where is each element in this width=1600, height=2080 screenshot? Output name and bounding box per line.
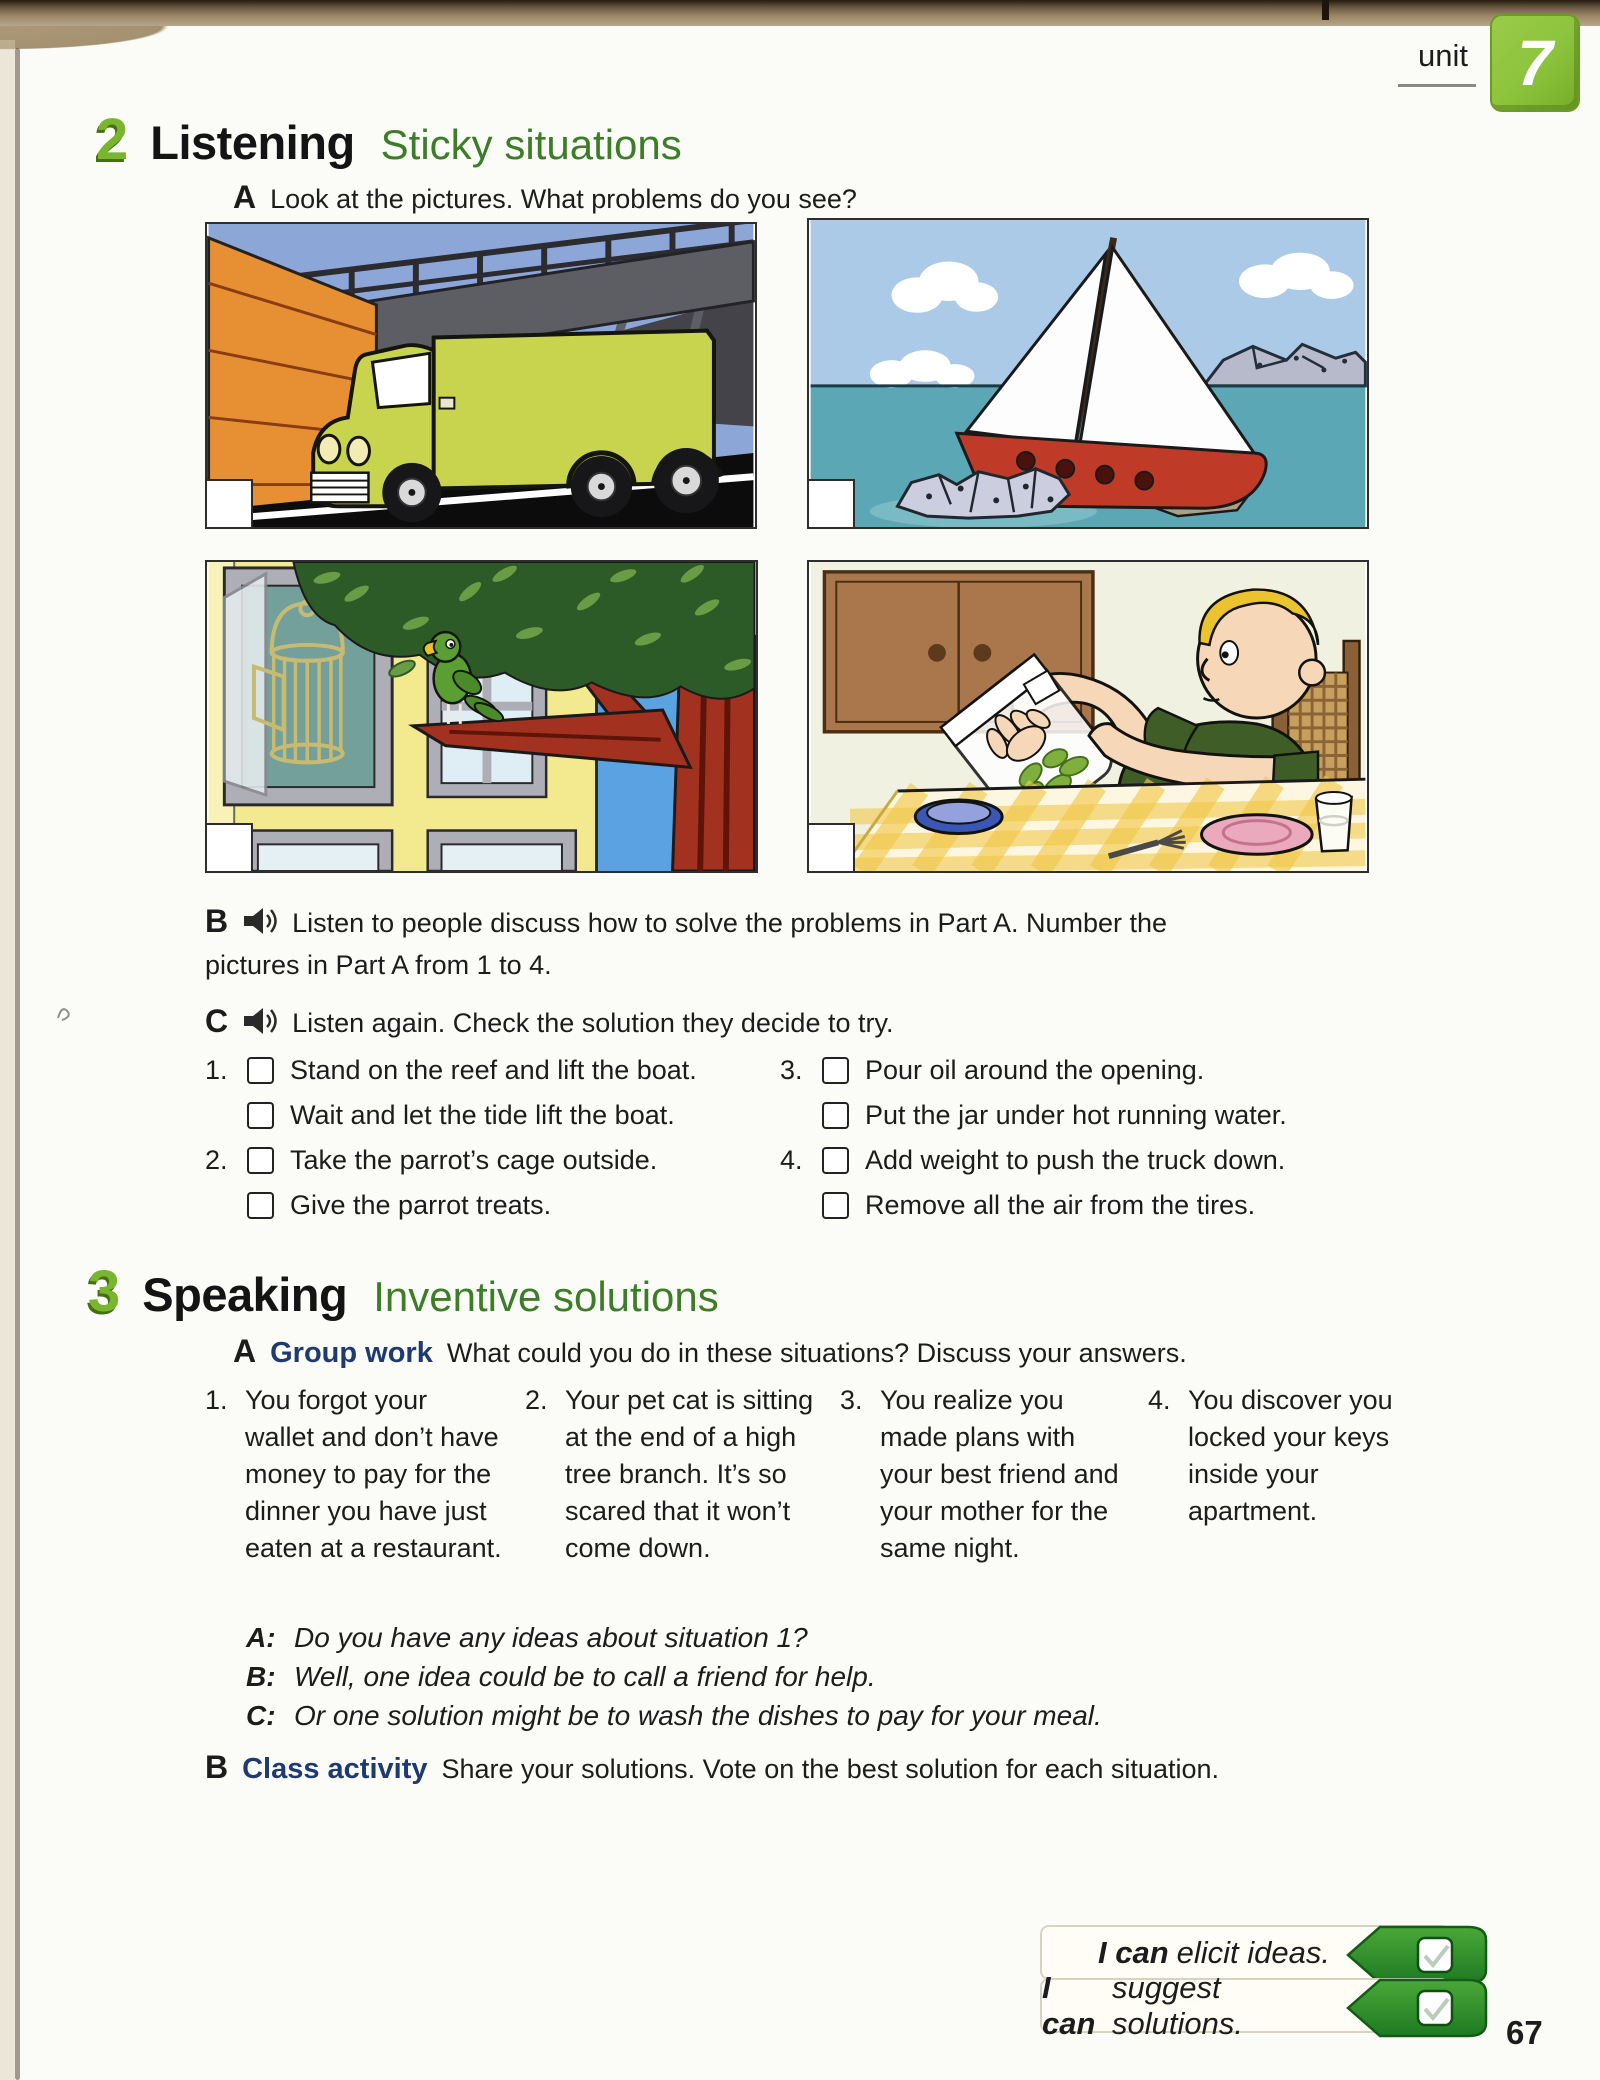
picture-number-box[interactable] (809, 823, 855, 871)
i-can-text: elicit ideas. (1176, 1934, 1330, 1970)
example-dialog (246, 1618, 1102, 1735)
section-number: 2 (96, 107, 129, 172)
solution-checkbox[interactable] (247, 1147, 274, 1174)
solution-checkbox[interactable] (247, 1192, 274, 1219)
unit-number-badge: 7 (1490, 14, 1580, 112)
listening-part-b (205, 900, 1250, 986)
solutions-checklist (205, 1048, 1445, 1228)
solution-label: Give the parrot treats. (290, 1190, 552, 1220)
section-title: Listening (150, 116, 355, 169)
solution-checkbox[interactable] (822, 1057, 849, 1084)
truck-under-bridge-illustration (207, 224, 755, 527)
unit-label: unit (1398, 38, 1476, 87)
class-activity-label: Class activity (242, 1753, 428, 1785)
solutions-right-column (780, 1048, 1445, 1228)
speaker-label: A: (246, 1622, 276, 1653)
pen-mark (54, 1000, 76, 1026)
solution-label: Put the jar under hot running water. (865, 1100, 1287, 1130)
page-corner-curl (0, 26, 300, 68)
book-edge-notch (1322, 0, 1329, 20)
jar-stuck-illustration (809, 562, 1367, 871)
situations-list (205, 1382, 1448, 1567)
speaker-label: C: (246, 1700, 276, 1731)
list-item (780, 1138, 1445, 1183)
section-subtitle: Inventive solutions (373, 1273, 719, 1320)
solution-checkbox[interactable] (822, 1102, 849, 1129)
i-can-row (1040, 1969, 1450, 2041)
speaking-part-b (205, 1746, 1455, 1790)
picture-sailboat-on-reef (807, 218, 1369, 529)
dialog-text: Do you have any ideas about situation 1? (294, 1622, 808, 1653)
i-can-bold: I can (1097, 1934, 1169, 1970)
listening-section-heading (96, 106, 682, 173)
speaking-part-a (233, 1330, 1433, 1374)
page-left-edge-shadow (15, 48, 20, 2080)
solution-label: Stand on the reef and lift the boat. (290, 1055, 697, 1085)
part-label: A (233, 179, 257, 215)
listening-part-c (205, 1000, 1305, 1044)
solution-label: Wait and let the tide lift the boat. (290, 1100, 675, 1130)
page-number: 67 (1506, 2014, 1543, 2051)
part-b-instruction: Listen to people discuss how to solve the problems in Part A. Number the pictures in Part A from 1 to 4. (205, 908, 1168, 980)
situation-item (205, 1382, 525, 1567)
unit-tab (1398, 14, 1580, 112)
item-number: 2. (525, 1385, 548, 1415)
speaker-label: B: (246, 1661, 276, 1692)
situation-item (525, 1382, 840, 1567)
picture-truck-under-bridge (205, 222, 757, 529)
speaker-icon (242, 1006, 280, 1036)
picture-number-box[interactable] (809, 479, 855, 527)
item-number: 3. (780, 1055, 803, 1085)
speaker-icon (242, 906, 280, 936)
item-number: 1. (205, 1055, 228, 1085)
picture-number-box[interactable] (207, 479, 253, 527)
dialog-line (246, 1696, 1102, 1735)
list-item (780, 1048, 1445, 1093)
picture-parrot-window (205, 560, 758, 873)
dialog-text: Or one solution might be to wash the dishes to pay for your meal. (294, 1700, 1102, 1731)
part-label: C (205, 1003, 229, 1039)
dialog-line (246, 1657, 1102, 1696)
solution-checkbox[interactable] (247, 1057, 274, 1084)
situation-text: You discover you locked your keys inside your apartment. (1188, 1385, 1393, 1526)
list-item (205, 1048, 780, 1093)
i-can-bold: I can (1042, 1969, 1096, 2041)
book-top-edge (0, 0, 1600, 26)
situation-text: You realize you made plans with your best friend and your mother for the same night. (880, 1385, 1119, 1563)
solution-checkbox[interactable] (822, 1192, 849, 1219)
part-b-instruction: Share your solutions. Vote on the best solution for each situation. (441, 1754, 1219, 1784)
i-can-text: suggest solutions. (1112, 1969, 1244, 2041)
solution-label: Remove all the air from the tires. (865, 1190, 1256, 1220)
situation-text: Your pet cat is sitting at the end of a high tree branch. It’s so scared that it won’t come down. (565, 1385, 814, 1563)
part-label: B (205, 903, 229, 939)
list-item (205, 1183, 780, 1228)
speaking-section-heading (88, 1258, 719, 1325)
situation-item (1148, 1382, 1448, 1567)
i-can-check-tag[interactable] (1340, 1977, 1490, 2039)
item-number: 4. (1148, 1385, 1171, 1415)
dialog-line (246, 1618, 1102, 1657)
solutions-left-column (205, 1048, 780, 1228)
part-a-instruction: What could you do in these situations? Discuss your answers. (446, 1338, 1187, 1368)
solution-label: Take the parrot’s cage outside. (290, 1145, 658, 1175)
sailboat-illustration (809, 220, 1367, 527)
picture-number-box[interactable] (207, 823, 253, 871)
list-item (780, 1093, 1445, 1138)
list-item (780, 1183, 1445, 1228)
item-number: 3. (840, 1385, 863, 1415)
list-item (205, 1138, 780, 1183)
parrot-illustration (207, 562, 756, 871)
solution-checkbox[interactable] (822, 1147, 849, 1174)
group-work-label: Group work (270, 1337, 433, 1369)
part-label: B (205, 1749, 229, 1785)
listening-part-a (233, 176, 857, 220)
part-a-instruction: Look at the pictures. What problems do you see? (270, 184, 857, 214)
part-c-instruction: Listen again. Check the solution they decide to try. (292, 1008, 894, 1038)
item-number: 1. (205, 1385, 228, 1415)
situation-item (840, 1382, 1148, 1567)
item-number: 2. (205, 1145, 228, 1175)
section-title: Speaking (142, 1268, 348, 1321)
solution-checkbox[interactable] (247, 1102, 274, 1129)
page-left-edge (0, 40, 15, 2080)
picture-jar-stuck (807, 560, 1369, 873)
solution-label: Pour oil around the opening. (865, 1055, 1205, 1085)
item-number: 4. (780, 1145, 803, 1175)
part-label: A (233, 1333, 257, 1369)
i-can-banners (1040, 1925, 1450, 2041)
section-number: 3 (88, 1259, 121, 1324)
dialog-text: Well, one idea could be to call a friend for help. (294, 1661, 876, 1692)
solution-label: Add weight to push the truck down. (865, 1145, 1286, 1175)
section-subtitle: Sticky situations (380, 121, 682, 168)
list-item (205, 1093, 780, 1138)
situation-text: You forgot your wallet and don’t have money to pay for the dinner you have just eaten at a restaurant. (245, 1385, 502, 1563)
